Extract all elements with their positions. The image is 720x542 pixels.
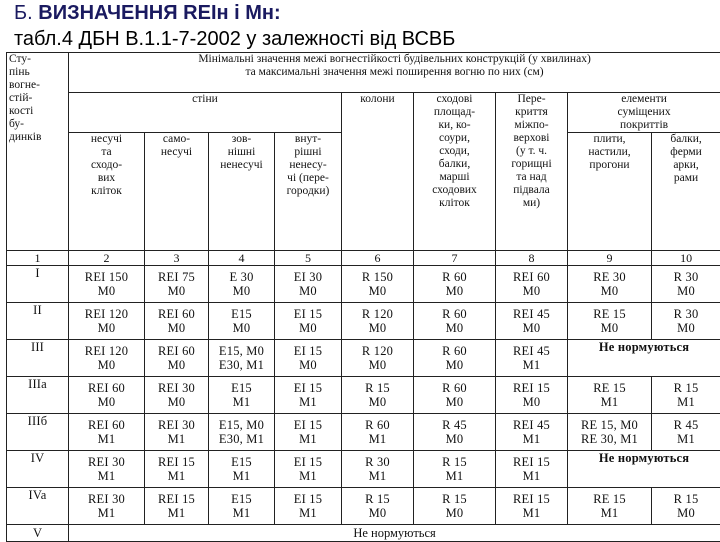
value-line: E15 [209, 492, 274, 507]
value-line: EI 15 [275, 492, 341, 507]
value-cell [342, 340, 414, 377]
value-line: R 150 [342, 270, 413, 285]
value-line: M1 [496, 506, 567, 521]
value-cell [414, 340, 496, 377]
value-cell [496, 266, 568, 303]
column-number: 5 [275, 251, 342, 266]
value-line: M0 [414, 321, 495, 336]
value-cell [414, 377, 496, 414]
value-line: REI 60 [145, 307, 208, 322]
value-line: M1 [145, 506, 208, 521]
value-line: R 60 [414, 270, 495, 285]
value-line: M1 [496, 358, 567, 373]
value-line: M0 [342, 506, 413, 521]
value-line: M0 [275, 284, 341, 299]
value-line: M0 [275, 358, 341, 373]
value-line: M1 [145, 469, 208, 484]
value-line: RE 15 [568, 492, 651, 507]
value-line: M1 [145, 432, 208, 447]
value-line: EI 15 [275, 418, 341, 433]
value-cell [145, 414, 209, 451]
value-line: M0 [69, 395, 144, 410]
value-line: M0 [414, 284, 495, 299]
value-cell [69, 414, 145, 451]
value-line: M1 [69, 469, 144, 484]
value-cell [342, 451, 414, 488]
value-cell [275, 340, 342, 377]
value-line: M1 [568, 395, 651, 410]
value-cell [275, 266, 342, 303]
value-cell [209, 488, 275, 525]
value-line: R 60 [414, 307, 495, 322]
value-line: M0 [414, 358, 495, 373]
column-number: 9 [568, 251, 652, 266]
value-cell [652, 414, 720, 451]
table-row [7, 525, 720, 542]
header-degree: Сту- пінь вогне- стій- кості бу- динків [7, 53, 69, 251]
value-line: M1 [568, 506, 651, 521]
value-cell [145, 488, 209, 525]
column-number: 8 [496, 251, 568, 266]
value-cell [145, 451, 209, 488]
value-line: R 45 [652, 418, 720, 433]
degree-cell: V [7, 525, 69, 542]
value-cell [275, 377, 342, 414]
column-number: 6 [342, 251, 414, 266]
value-line: R 15 [414, 492, 495, 507]
table-row [7, 377, 720, 414]
value-line: M0 [496, 395, 567, 410]
value-line: R 60 [414, 344, 495, 359]
value-cell [342, 303, 414, 340]
value-cell [652, 303, 720, 340]
value-line: M0 [496, 284, 567, 299]
value-line: EI 15 [275, 344, 341, 359]
header-wall-internal: внут- рішні ненесу- чі (пере- городки) [275, 133, 342, 251]
value-line: E 30 [209, 270, 274, 285]
value-line: REI 45 [496, 307, 567, 322]
value-line: REI 30 [69, 455, 144, 470]
column-number: 4 [209, 251, 275, 266]
value-line: REI 15 [145, 455, 208, 470]
value-line: E15 [209, 381, 274, 396]
value-line: R 60 [414, 381, 495, 396]
value-line: M0 [342, 321, 413, 336]
value-line: M0 [568, 321, 651, 336]
value-line: REI 120 [69, 307, 144, 322]
table-row [7, 340, 720, 377]
table-row [7, 414, 720, 451]
value-line: R 30 [652, 270, 720, 285]
fire-resistance-table-sheet [6, 52, 720, 528]
value-line: RE 30, M1 [568, 432, 651, 447]
value-line: R 60 [342, 418, 413, 433]
value-cell [342, 488, 414, 525]
degree-cell: I [7, 266, 69, 303]
header-roof-slabs: плити, настили, прогони [568, 133, 652, 251]
value-cell [209, 303, 275, 340]
value-cell [275, 303, 342, 340]
value-cell [568, 377, 652, 414]
value-line: E30, M1 [209, 432, 274, 447]
table-row [7, 303, 720, 340]
value-line: M0 [414, 395, 495, 410]
title-prefix: Б. [14, 2, 33, 24]
value-line: M0 [145, 358, 208, 373]
header-group: Мінімальні значення межі вогнестійкості будівельних конструкцій (у хвилинах) та максимальні значення межі поширення вогню по них (см) [69, 53, 720, 93]
value-line: REI 15 [496, 455, 567, 470]
value-cell [69, 377, 145, 414]
value-line: RE 30 [568, 270, 651, 285]
value-line: R 15 [652, 381, 720, 396]
value-line: REI 60 [69, 418, 144, 433]
value-line: REI 60 [69, 381, 144, 396]
value-line: REI 120 [69, 344, 144, 359]
value-line: R 15 [342, 492, 413, 507]
value-cell [496, 451, 568, 488]
value-line: M1 [414, 469, 495, 484]
value-cell [414, 303, 496, 340]
value-line: R 120 [342, 344, 413, 359]
value-cell [342, 377, 414, 414]
value-line: REI 15 [496, 492, 567, 507]
value-cell [145, 377, 209, 414]
value-cell [652, 266, 720, 303]
value-cell [496, 488, 568, 525]
value-cell [209, 266, 275, 303]
not-regulated-cell: Не нормуються [69, 525, 720, 542]
value-cell [496, 340, 568, 377]
value-cell [69, 340, 145, 377]
value-line: M0 [342, 358, 413, 373]
value-line: R 120 [342, 307, 413, 322]
value-line: M1 [275, 506, 341, 521]
value-line: M1 [275, 432, 341, 447]
table-row [7, 266, 720, 303]
value-line: E30, M1 [209, 358, 274, 373]
value-cell [209, 451, 275, 488]
value-cell [69, 303, 145, 340]
column-number: 1 [7, 251, 69, 266]
value-line: E15, M0 [209, 344, 274, 359]
value-cell [496, 414, 568, 451]
value-cell [568, 488, 652, 525]
value-cell [496, 377, 568, 414]
value-line: E15 [209, 307, 274, 322]
value-line: REI 45 [496, 344, 567, 359]
value-line: M1 [342, 432, 413, 447]
value-line: RE 15, M0 [568, 418, 651, 433]
header-wall-bearing: несучі та сходо- вих кліток [69, 133, 145, 251]
value-line: M0 [652, 284, 720, 299]
value-cell [568, 303, 652, 340]
value-line: M0 [275, 321, 341, 336]
value-line: M0 [69, 284, 144, 299]
value-line: M0 [568, 284, 651, 299]
degree-cell: III [7, 340, 69, 377]
value-cell [342, 414, 414, 451]
value-cell [209, 414, 275, 451]
value-line: RE 15 [568, 381, 651, 396]
value-cell [209, 377, 275, 414]
value-line: REI 60 [145, 344, 208, 359]
value-line: M1 [209, 469, 274, 484]
degree-cell: IV [7, 451, 69, 488]
value-cell [414, 414, 496, 451]
value-line: M1 [275, 469, 341, 484]
header-stairs: сходові площад- ки, ко- соури, сходи, балки, марші сходових кліток [414, 93, 496, 251]
value-line: M1 [496, 469, 567, 484]
degree-cell: IVa [7, 488, 69, 525]
column-number: 2 [69, 251, 145, 266]
header-walls: стіни [69, 93, 342, 133]
value-line: REI 15 [496, 381, 567, 396]
value-line: M0 [145, 284, 208, 299]
fire-resistance-table [6, 52, 720, 542]
value-line: M1 [209, 506, 274, 521]
value-cell [145, 266, 209, 303]
value-line: REI 30 [145, 381, 208, 396]
value-cell [652, 488, 720, 525]
value-line: M1 [652, 395, 720, 410]
column-number: 3 [145, 251, 209, 266]
value-line: R 30 [652, 307, 720, 322]
value-line: R 30 [342, 455, 413, 470]
value-cell [209, 340, 275, 377]
value-line: REI 15 [145, 492, 208, 507]
value-line: REI 60 [496, 270, 567, 285]
value-line: M0 [342, 284, 413, 299]
header-columns: колони [342, 93, 414, 251]
not-regulated-cell: Не нормуються [568, 340, 720, 377]
value-line: R 15 [652, 492, 720, 507]
degree-cell: IIIб [7, 414, 69, 451]
value-line: M0 [145, 395, 208, 410]
value-line: EI 15 [275, 381, 341, 396]
value-line: E15 [209, 455, 274, 470]
value-line: E15, M0 [209, 418, 274, 433]
value-line: M0 [652, 506, 720, 521]
header-roof: елементи суміщених покриттів [568, 93, 720, 133]
table-row [7, 488, 720, 525]
value-cell [496, 303, 568, 340]
degree-cell: II [7, 303, 69, 340]
header-wall-external: зов- нішні ненесучі [209, 133, 275, 251]
value-cell [414, 266, 496, 303]
value-cell [275, 488, 342, 525]
value-cell [568, 414, 652, 451]
value-line: M0 [145, 321, 208, 336]
table-row [7, 451, 720, 488]
value-line: M1 [496, 432, 567, 447]
value-line: M0 [496, 321, 567, 336]
value-cell [275, 451, 342, 488]
value-cell [69, 451, 145, 488]
value-cell [145, 303, 209, 340]
value-line: M1 [69, 432, 144, 447]
value-line: REI 75 [145, 270, 208, 285]
title-bold: ВИЗНАЧЕННЯ REIн і Мн: [38, 2, 280, 24]
value-line: EI 30 [275, 270, 341, 285]
value-cell [69, 488, 145, 525]
degree-cell: IIIa [7, 377, 69, 414]
value-line: RE 15 [568, 307, 651, 322]
header-roof-beams: балки, ферми арки, рами [652, 133, 720, 251]
value-cell [414, 451, 496, 488]
value-line: REI 30 [69, 492, 144, 507]
value-cell [342, 266, 414, 303]
value-line: REI 45 [496, 418, 567, 433]
value-line: M1 [275, 395, 341, 410]
value-line: M0 [69, 321, 144, 336]
value-cell [652, 377, 720, 414]
value-cell [275, 414, 342, 451]
value-line: R 15 [342, 381, 413, 396]
value-line: REI 30 [145, 418, 208, 433]
value-line: REI 150 [69, 270, 144, 285]
page-subtitle: табл.4 ДБН В.1.1-7-2002 у залежності від ВСВБ [14, 28, 455, 51]
value-line: M0 [414, 506, 495, 521]
value-line: M0 [209, 284, 274, 299]
value-line: M1 [652, 432, 720, 447]
value-line: EI 15 [275, 307, 341, 322]
value-line: EI 15 [275, 455, 341, 470]
value-line: M0 [414, 432, 495, 447]
column-number-row [7, 251, 720, 266]
value-line: M0 [69, 358, 144, 373]
header-ceilings: Пере- криття міжпо- верхові (у т. ч. горищні та над підвала ми) [496, 93, 568, 251]
value-line: M0 [652, 321, 720, 336]
not-regulated-cell: Не нормуються [568, 451, 720, 488]
value-line: M1 [69, 506, 144, 521]
column-number: 7 [414, 251, 496, 266]
value-line: M0 [342, 395, 413, 410]
value-line: R 15 [414, 455, 495, 470]
value-line: M1 [209, 395, 274, 410]
value-line: M0 [209, 321, 274, 336]
value-cell [145, 340, 209, 377]
value-line: R 45 [414, 418, 495, 433]
column-number: 10 [652, 251, 720, 266]
value-cell [414, 488, 496, 525]
value-cell [69, 266, 145, 303]
header-wall-self-bearing: само- несучі [145, 133, 209, 251]
value-cell [568, 266, 652, 303]
value-line: M1 [342, 469, 413, 484]
page-title [14, 2, 281, 25]
